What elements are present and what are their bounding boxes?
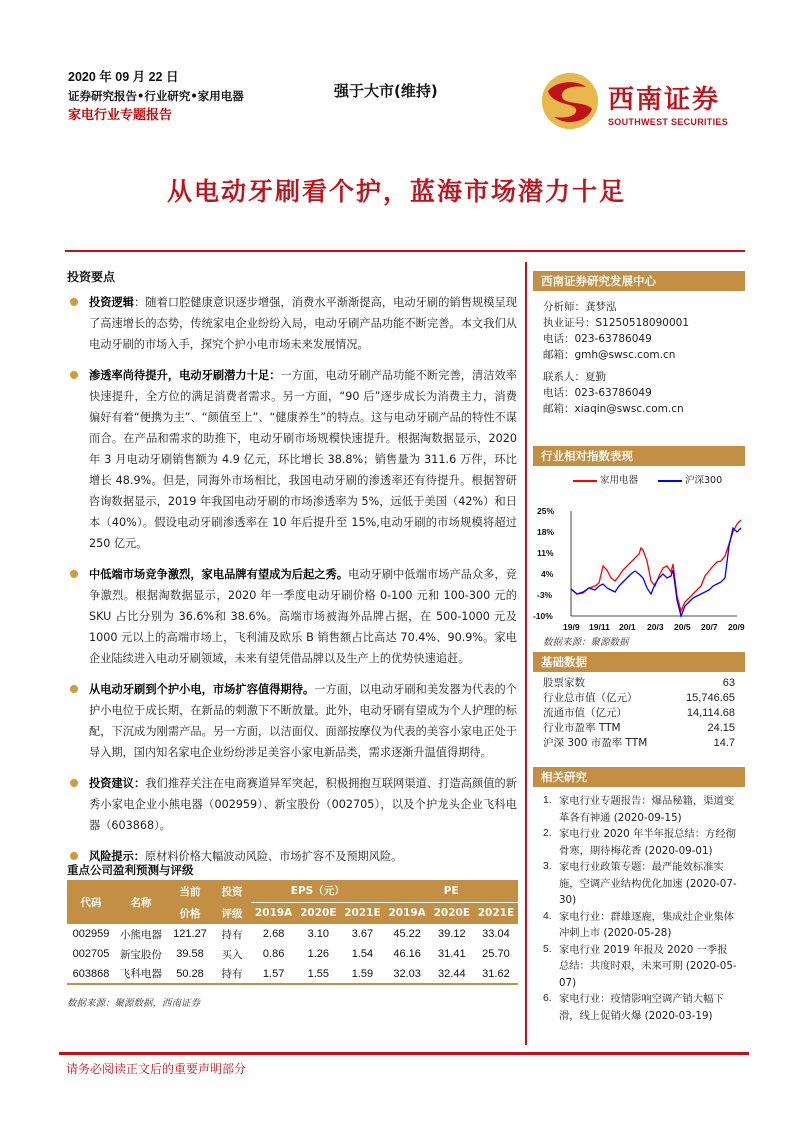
cell-pe: 39.12 (438, 928, 466, 940)
svg-text:25%: 25% (537, 506, 555, 516)
svg-text:19/11: 19/11 (589, 622, 610, 632)
related-research-panel (533, 767, 745, 1024)
svg-text:20/5: 20/5 (674, 622, 691, 632)
bullet-dot-icon (70, 298, 78, 306)
data-row (533, 706, 745, 721)
cell-eps: 1.54 (351, 948, 374, 960)
highlight-item (67, 365, 517, 554)
highlight-lead: 投资建议： (89, 777, 146, 790)
report-category: 证券研究报告•行业研究•家用电器 (68, 89, 244, 103)
relative-index-chart (533, 466, 745, 632)
cell-eps: 3.67 (351, 928, 374, 940)
cell-pe: 32.03 (384, 964, 429, 984)
logo-text-en: SOUTHWEST SECURITIES (608, 117, 729, 127)
bullet-dot-icon (70, 779, 78, 787)
cell-code: 002959 (72, 928, 110, 940)
svg-text:20/3: 20/3 (647, 622, 664, 632)
chart-source-note: 数据来源：聚源数据 (543, 637, 629, 648)
svg-text:-3%: -3% (537, 590, 553, 600)
highlight-text: 电动牙刷中低端市场产品众多，竞争激烈。根据淘数据显示，2020 年一季度电动牙刷价格 0-100 元和 100-300 元的 SKU 占比分别为 36.6%和 38.6%。高端市场被海外品牌占据，在 500-1000 元及 1000 元以上的高端市场上，飞利浦及欧乐 B 销售额占比高达 70.4%、90.9%。家电企业陆续进入电动牙刷领域，未来有望凭借品牌以及生产上的优势快速追赶。 (89, 568, 517, 665)
cell-pe: 31.41 (438, 948, 466, 960)
cell-price: 50.28 (167, 964, 213, 984)
col-price: 当前 (167, 880, 213, 902)
cell-pe: 25.70 (482, 948, 510, 960)
report-header (68, 68, 244, 126)
svg-text:4%: 4% (541, 569, 554, 579)
data-label: 股票家数 (543, 677, 585, 689)
col-year: 2021E (474, 902, 518, 924)
col-code: 代码 (67, 880, 115, 924)
highlight-lead: 风险提示： (89, 850, 145, 863)
highlight-text: 一方面，以电动牙刷和美发器为代表的个护小电位于成长期，在新品的刺激下不断放量。此外，电动牙刷有望成为个人护理的标配，下沉成为刚需产品。另一方面，以洁面仪、面部按摩仪为代表的美容小家电正处于导入期，国内知名家电企业纷纷涉足美容小家电新品类，需求逐渐升温值得期待。 (89, 683, 517, 759)
bullet-dot-icon (70, 371, 78, 379)
related-report-link[interactable]: 6. 家电行业：疫情影响空调产销大幅下滑，线上促销火爆 (2020-03-19) (543, 993, 724, 1022)
data-value: 14,114.68 (686, 707, 735, 719)
cell-eps: 1.59 (340, 964, 384, 984)
cell-eps: 1.26 (307, 948, 330, 960)
col-rating: 投资 (213, 880, 251, 902)
cell-name: 新宝股份 (120, 948, 162, 961)
research-center-panel (533, 271, 745, 417)
cell-eps: 3.10 (307, 928, 330, 940)
data-label: 行业总市值（亿元） (543, 692, 638, 704)
col-price-2: 价格 (167, 902, 213, 924)
cell-pe: 45.22 (393, 928, 421, 940)
svg-text:11%: 11% (537, 548, 554, 558)
highlight-item (67, 773, 517, 836)
analyst-name: 分析师：龚梦泓 (543, 301, 617, 313)
col-year: 2020E (296, 902, 340, 924)
panel-heading: 基础数据 (533, 652, 745, 672)
highlight-lead: 投资逻辑 (89, 296, 135, 309)
table-row (67, 924, 518, 944)
data-value: 24.15 (707, 722, 735, 734)
cell-eps: 1.57 (251, 964, 296, 984)
col-year: 2020E (430, 902, 474, 924)
svg-text:20/9: 20/9 (728, 622, 745, 632)
highlight-text: 我们推荐关注在电商赛道异军突起，积极拥抱互联网渠道、打造高颜值的新秀小家电企业小熊电器（002959）、新宝股份（002705），以及个护龙头企业飞科电器（603868）。 (89, 777, 517, 832)
forecast-table (67, 880, 518, 985)
analyst-license: 执业证号：S1250518090001 (543, 317, 690, 329)
data-value: 14.7 (713, 737, 735, 749)
highlight-item (67, 292, 517, 355)
related-report-link[interactable]: 1. 家电行业专题报告：爆品秘籍，渠道变革各有神通 (2020-09-15) (543, 795, 735, 824)
data-value: 63 (722, 677, 735, 689)
analyst-email[interactable]: 邮箱：gmh@swsc.com.cn (543, 349, 676, 361)
report-title: 从电动牙刷看个护，蓝海市场潜力十足 (166, 177, 626, 206)
cell-rating: 持有 (213, 964, 251, 984)
cell-rating: 持有 (221, 928, 243, 941)
highlight-text: 原材料价格大幅波动风险、市场扩容不及预期风险。 (144, 850, 403, 863)
data-label: 流通市值（亿元） (543, 707, 627, 719)
cell-name: 小熊电器 (120, 928, 162, 941)
svg-text:20/7: 20/7 (701, 622, 718, 632)
col-year: 2019A (384, 902, 429, 924)
related-report-link[interactable]: 5. 家电行业 2019 年报及 2020 一季报总结：共度时艰，未来可期 (2020-05-07) (543, 943, 737, 989)
related-report-link[interactable]: 2. 家电行业 2020 年半年报总结：方经彻骨寒，期待梅花香 (2020-09-01) (543, 828, 736, 857)
legend-item-home-appliance: 家用电器 (573, 472, 638, 486)
data-row (533, 721, 745, 736)
highlight-lead: 中低端市场竞争激烈，家电品牌有望成为后起之秀。 (89, 568, 349, 581)
report-date: 2020 年 09 月 22 日 (68, 70, 179, 84)
data-label: 行业市盈率 TTM (543, 722, 621, 734)
panel-heading: 相关研究 (533, 767, 745, 787)
highlight-item (67, 564, 517, 669)
table-row (67, 964, 518, 984)
cell-price: 39.58 (176, 948, 204, 960)
cell-pe: 33.04 (482, 928, 510, 940)
related-report-link[interactable]: 3. 家电行业政策专题：最严能效标准实施，空调产业结构优化加速 (2020-07-30) (543, 861, 737, 906)
basic-data-panel (533, 652, 745, 751)
table-row (67, 944, 518, 964)
industry-rating: 强于大市(维持) (334, 82, 438, 100)
col-rating-2: 评级 (213, 902, 251, 924)
investment-highlights (67, 268, 517, 867)
highlight-text: 一方面，电动牙刷产品功能不断完善，清洁效率快速提升，全方位的满足消费者需求。另一方面，“90 后”逐步成长为消费主力，消费偏好有着“便携为主”、“颜值至上”、“健康养生”的特点。这与电动牙刷产品的特性不谋而合。在产品和需求的助推下，电动牙刷市场规模快速提升。根据淘数据显示，2020 年 3 月电动牙刷销售额为 4.9 亿元，环比增长 38.8%；销售量为 311.6 万件，环比增长 48.9%。但是，同海外市场相比，我国电动牙刷的渗透率还有待提升。根据智研咨询数据显示，2019 年我国电动牙刷的市场渗透率为 5%，远低于美国（42%）和日本（40%）。假设电动牙刷渗透率在 10 年后提升至 15%,电动牙刷的市场规模将超过 250 亿元。 (89, 369, 517, 550)
cell-pe: 32.44 (430, 964, 474, 984)
col-name: 名称 (115, 880, 167, 924)
data-value: 15,746.65 (686, 692, 735, 704)
highlight-text: ：随着口腔健康意识逐步增强，消费水平渐渐提高，电动牙刷的销售规模呈现了高速增长的态势，传统家电企业纷纷入局，电动牙刷产品功能不断完善。本文我们从电动牙刷的市场入手，探究个护小电市场未来发展情况。 (89, 296, 517, 351)
contact-phone: 电话：023-63786049 (543, 387, 652, 399)
analyst-phone: 电话：023-63786049 (543, 333, 652, 345)
logo-emblem-icon (542, 73, 598, 129)
col-eps: EPS（元） (251, 880, 384, 902)
highlight-lead: 从电动牙刷到个护小电，市场扩容值得期待。 (89, 683, 315, 696)
bullet-dot-icon (70, 570, 78, 578)
cell-name: 飞科电器 (115, 964, 167, 984)
cell-price: 121.27 (173, 928, 207, 940)
title-divider (65, 250, 745, 252)
company-logo (542, 73, 742, 133)
data-row (533, 676, 745, 691)
forecast-table-title: 重点公司盈利预测与评级 (67, 863, 194, 877)
report-type: 家电行业专题报告 (68, 108, 173, 123)
disclaimer-note: 请务必阅读正文后的重要声明部分 (66, 1062, 247, 1076)
contact-name: 联系人：夏勤 (543, 371, 606, 383)
cell-code: 603868 (67, 964, 115, 984)
bullet-dot-icon (70, 685, 78, 693)
footer-divider (59, 1052, 749, 1055)
legend-item-hs300: 沪深300 (658, 472, 722, 486)
related-report-link[interactable]: 4. 家电行业：群雄逐鹿，集成灶企业集体冲刺上市 (2020-05-28) (543, 910, 735, 939)
data-label: 沪深 300 市盈率 TTM (543, 737, 648, 749)
col-year: 2021E (340, 902, 384, 924)
col-year: 2019A (251, 902, 296, 924)
svg-text:18%: 18% (537, 527, 555, 537)
chart-plot (533, 466, 745, 632)
logo-text-cn: 西南证券 (608, 85, 721, 115)
svg-text:20/1: 20/1 (619, 622, 636, 632)
cell-code: 002705 (72, 948, 110, 960)
cell-rating: 买入 (221, 948, 243, 961)
data-row (533, 691, 745, 706)
cell-eps: 0.86 (262, 948, 285, 960)
cell-eps: 1.55 (296, 964, 340, 984)
panel-heading: 行业相对指数表现 (533, 446, 745, 466)
table-source-note: 数据来源：聚源数据，西南证券 (67, 998, 201, 1009)
cell-pe: 46.16 (393, 948, 421, 960)
bullet-dot-icon (70, 852, 78, 860)
index-chart-panel (533, 446, 745, 648)
column-divider (525, 262, 527, 1045)
svg-text:-10%: -10% (533, 611, 553, 621)
svg-text:19/9: 19/9 (563, 622, 580, 632)
panel-heading: 西南证券研究发展中心 (533, 271, 745, 291)
contact-email[interactable]: 邮箱：xiaqin@swsc.com.cn (543, 403, 684, 415)
highlight-item (67, 679, 517, 763)
data-row (533, 736, 745, 751)
col-pe: PE (384, 880, 518, 902)
section-heading: 投资要点 (67, 270, 116, 284)
cell-eps: 2.68 (262, 928, 285, 940)
highlight-lead: 渗透率尚待提升，电动牙刷潜力十足： (89, 369, 281, 382)
cell-pe: 31.62 (474, 964, 518, 984)
